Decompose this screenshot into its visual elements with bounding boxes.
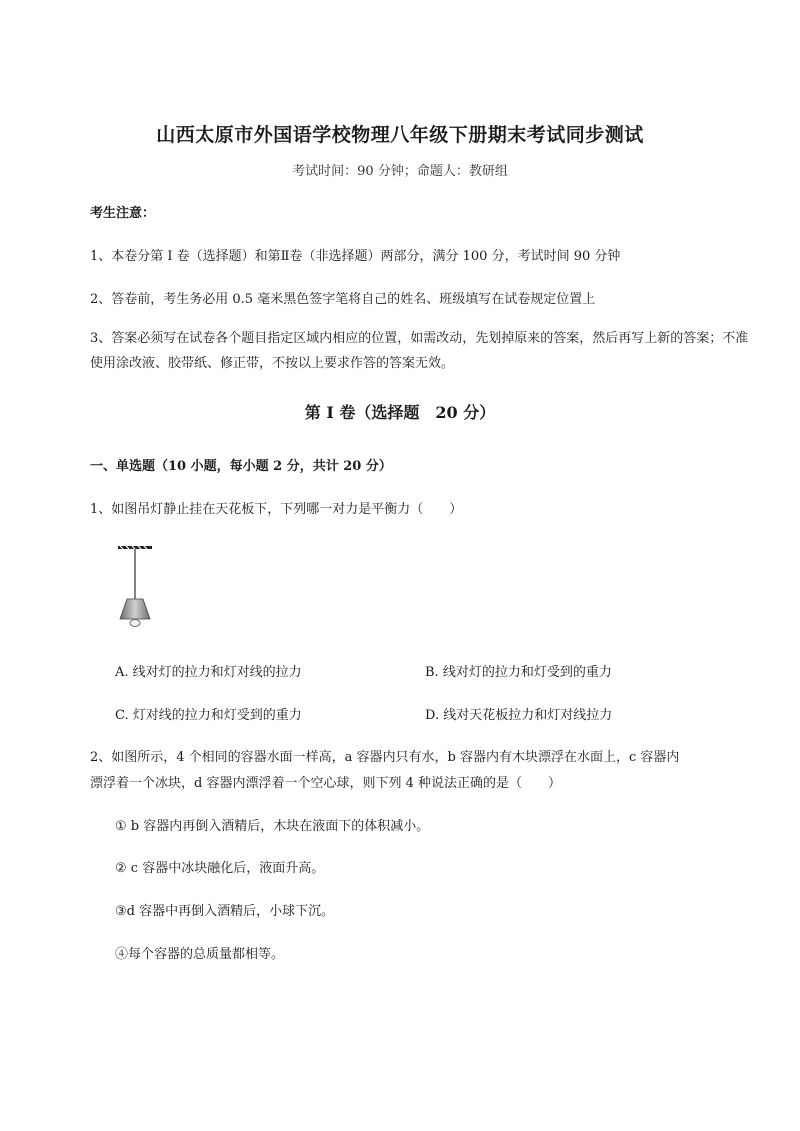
exam-subtitle: 考试时间：90 分钟；命题人：教研组 (292, 164, 508, 179)
section-title: 第 I 卷（选择题 20 分） (304, 403, 496, 422)
q2-statement-4: ④每个容器的总质量都相等。 (115, 947, 285, 962)
exam-title: 山西太原市外国语学校物理八年级下册期末考试同步测试 (156, 124, 644, 146)
q1-option-c[interactable]: C. 灯对线的拉力和灯受到的重力 (115, 708, 302, 723)
hanging-lamp-icon (110, 544, 160, 638)
notice-item-2: 2、答卷前，考生务必用 0.5 毫米黑色签字笔将自己的姓名、班级填写在试卷规定位置上 (90, 292, 596, 307)
question-2-stem-line2: 漂浮着一个冰块，d 容器内漂浮着一个空心球，则下列 4 种说法正确的是（ ） (90, 776, 561, 791)
question-2-stem-line1: 2、如图所示，4 个相同的容器水面一样高，a 容器内只有水，b 容器内有木块漂浮在水面上，c 容器内 (90, 750, 680, 765)
q2-statement-1: ① b 容器内再倒入酒精后，木块在液面下的体积减小。 (115, 819, 430, 834)
notice-item-1: 1、本卷分第 I 卷（选择题）和第Ⅱ卷（非选择题）两部分，满分 100 分，考试时间 90 分钟 (90, 249, 621, 264)
question-1-stem: 1、如图吊灯静止挂在天花板下，下列哪一对力是平衡力（ ） (90, 502, 463, 517)
q2-statement-2: ② c 容器中冰块融化后，液面升高。 (115, 861, 325, 876)
q1-option-d[interactable]: D. 线对天花板拉力和灯对线拉力 (425, 708, 613, 723)
notice-heading: 考生注意： (90, 206, 156, 221)
part-heading: 一、单选题（10 小题，每小题 2 分，共计 20 分） (90, 459, 392, 474)
notice-item-3: 3、答案必须写在试卷各个题目指定区域内相应的位置，如需改动，先划掉原来的答案，然后再写上新的答案；不准使用涂改液、胶带纸、修正带，不按以上要求作答的答案无效。 (90, 331, 749, 371)
q1-option-a[interactable]: A. 线对灯的拉力和灯对线的拉力 (115, 665, 302, 680)
q2-statement-3: ③d 容器中再倒入酒精后，小球下沉。 (115, 904, 335, 919)
q1-option-b[interactable]: B. 线对灯的拉力和灯受到的重力 (425, 665, 612, 680)
